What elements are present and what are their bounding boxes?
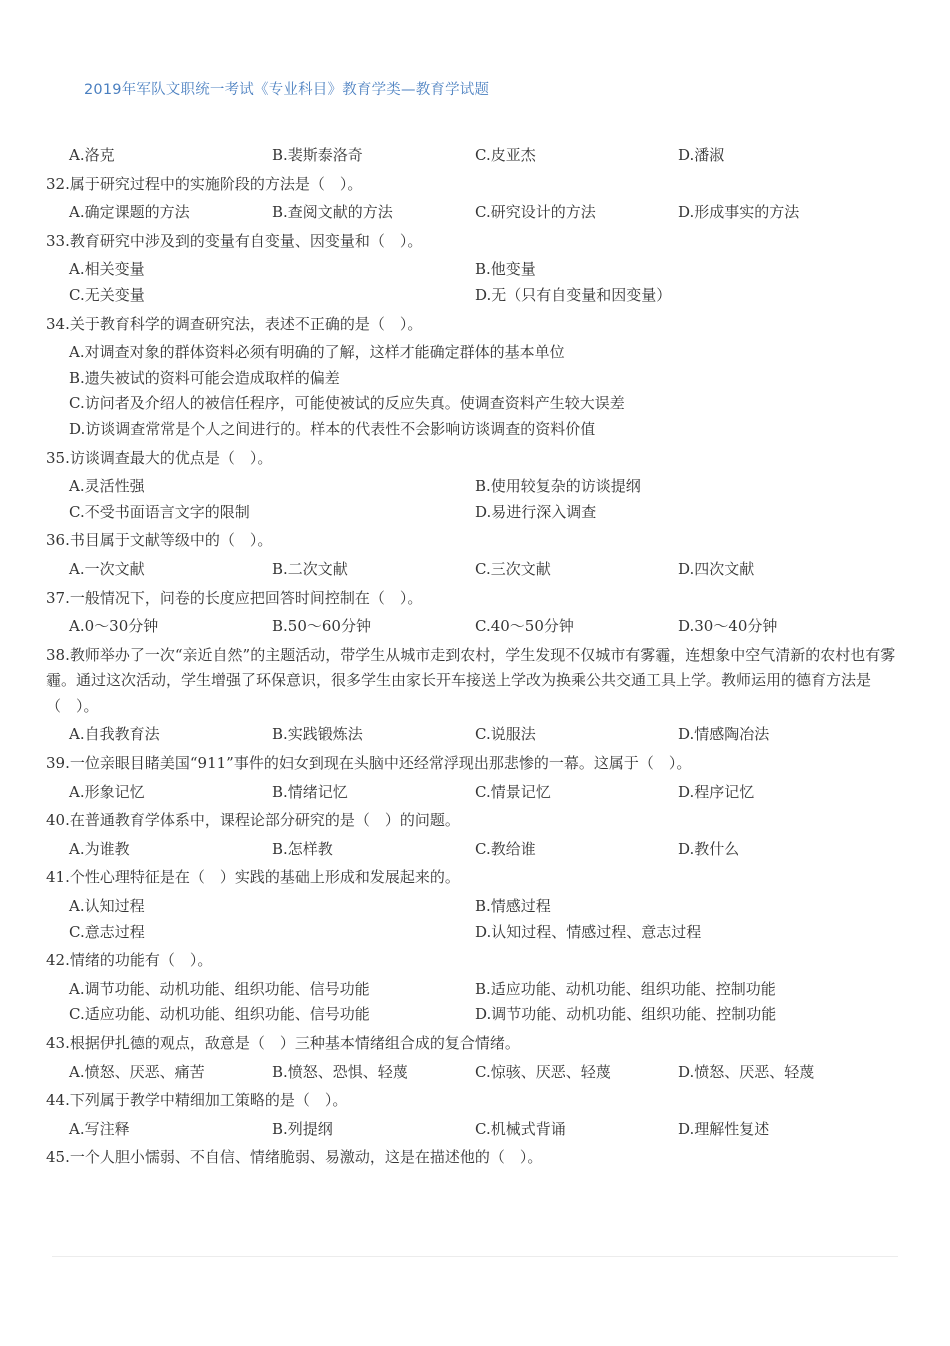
question-stem: 40.在普通教育学体系中，课程论部分研究的是（ ）的问题。 (46, 811, 460, 830)
option-a: A.0～30分钟 (69, 617, 159, 636)
option-b: B.实践锻炼法 (272, 725, 363, 744)
option-c: C.皮亚杰 (475, 146, 536, 164)
question-33 (46, 229, 906, 309)
question-stem: 37.一般情况下，问卷的长度应把回答时间控制在（ ）。 (46, 588, 423, 607)
question-32 (46, 172, 906, 226)
option-d: D.理解性复述 (678, 1119, 770, 1138)
option-c: C.说服法 (475, 725, 536, 744)
option-a: A.写注释 (69, 1119, 130, 1138)
option-c: C.教给谁 (475, 839, 536, 858)
option-c: C.不受书面语言文字的限制 (69, 502, 250, 521)
question-45 (46, 1145, 906, 1171)
question-31-continued (46, 143, 906, 169)
option-b: B.适应功能、动机功能、组织功能、控制功能 (475, 979, 776, 998)
option-d: D.易进行深入调查 (475, 502, 597, 521)
option-a: A.愤怒、厌恶、痛苦 (69, 1062, 205, 1081)
question-stem: 33.教育研究中涉及到的变量有自变量、因变量和（ ）。 (46, 231, 423, 250)
option-d: D.情感陶冶法 (678, 725, 770, 744)
option-c: C.40～50分钟 (475, 617, 574, 636)
option-a: A.自我教育法 (69, 725, 160, 744)
option-b: B.使用较复杂的访谈提纲 (475, 477, 641, 496)
option-a: A.一次文献 (69, 559, 145, 578)
question-41 (46, 865, 906, 945)
question-stem: 36.书目属于文献等级中的（ ）。 (46, 531, 273, 550)
option-a: A.调节功能、动机功能、组织功能、信号功能 (69, 979, 370, 998)
option-b: B.愤怒、恐惧、轻蔑 (272, 1062, 408, 1081)
question-stem: 43.根据伊扎德的观点，敌意是（ ）三种基本情绪组合成的复合情绪。 (46, 1034, 520, 1052)
option-b: B.50～60分钟 (272, 617, 371, 636)
question-39 (46, 751, 906, 805)
question-40 (46, 808, 906, 862)
question-list (46, 143, 906, 1174)
option-c: C.意志过程 (69, 922, 145, 941)
option-b: B.情感过程 (475, 897, 551, 916)
option-d: D.无（只有自变量和因变量） (475, 285, 672, 304)
option-d: D.程序记忆 (678, 782, 755, 801)
option-c: C.机械式背诵 (475, 1119, 566, 1138)
option-d: D.愤怒、厌恶、轻蔑 (678, 1062, 815, 1081)
question-42 (46, 948, 906, 1028)
question-stem: 44.下列属于教学中精细加工策略的是（ ）。 (46, 1091, 348, 1110)
option-b: B.查阅文献的方法 (272, 203, 393, 222)
option-c: C.情景记忆 (475, 782, 551, 801)
question-35 (46, 446, 906, 526)
option-a: A.形象记忆 (69, 782, 145, 801)
option-d: D.形成事实的方法 (678, 203, 800, 222)
option-d: D.潘淑 (678, 146, 725, 164)
document-header: 2019年军队文职统一考试《专业科目》教育学类—教育学试题 (84, 82, 490, 98)
question-stem: 41.个性心理特征是在（ ）实践的基础上形成和发展起来的。 (46, 868, 460, 887)
option-a: A.为谁教 (69, 839, 130, 858)
question-36 (46, 528, 906, 582)
option-d: D.30～40分钟 (678, 617, 778, 636)
question-stem: 34.关于教育科学的调查研究法，表述不正确的是（ ）。 (46, 314, 423, 333)
option-c: C.访问者及介绍人的被信任程序，可能使被试的反应失真。使调查资料产生较大误差 (69, 394, 625, 413)
option-b: B.情绪记忆 (272, 782, 348, 801)
page-divider (52, 1256, 898, 1257)
option-d: D.四次文献 (678, 559, 755, 578)
question-43 (46, 1031, 906, 1085)
option-c: C.研究设计的方法 (475, 203, 596, 222)
option-c: C.无关变量 (69, 285, 145, 304)
option-a: A.确定课题的方法 (69, 203, 190, 222)
question-stem: 35.访谈调查最大的优点是（ ）。 (46, 448, 273, 467)
question-stem: 39.一位亲眼目睹美国“911”事件的妇女到现在头脑中还经常浮现出那悲惨的一幕。这属于（ ）。 (46, 754, 692, 773)
question-44 (46, 1088, 906, 1142)
option-b: B.遗失被试的资料可能会造成取样的偏差 (69, 368, 340, 387)
question-34 (46, 312, 906, 443)
option-b: B.他变量 (475, 260, 536, 279)
option-d: D.教什么 (678, 839, 740, 858)
question-38 (46, 643, 906, 748)
question-stem: 45.一个人胆小懦弱、不自信、情绪脆弱、易激动，这是在描述他的（ ）。 (46, 1148, 543, 1167)
question-stem: 42.情绪的功能有（ ）。 (46, 951, 213, 970)
option-d: D.访谈调查常常是个人之间进行的。样本的代表性不会影响访谈调查的资料价值 (69, 419, 596, 438)
option-d: D.认知过程、情感过程、意志过程 (475, 922, 702, 941)
option-c: C.适应功能、动机功能、组织功能、信号功能 (69, 1005, 370, 1024)
option-a: A.灵活性强 (69, 477, 145, 496)
option-a: A.相关变量 (69, 260, 145, 279)
option-b: B.列提纲 (272, 1119, 333, 1138)
option-d: D.调节功能、动机功能、组织功能、控制功能 (475, 1005, 777, 1024)
option-b: B.怎样教 (272, 839, 333, 858)
option-a: A.洛克 (69, 146, 115, 164)
option-b: B.二次文献 (272, 559, 348, 578)
question-stem: 38.教师举办了一次“亲近自然”的主题活动，带学生从城市走到农村，学生发现不仅城市有雾霾，连想象中空气清新的农村也有雾霾。通过这次活动，学生增强了环保意识，很多学生由家长开车接送上学改为换乘公共交通工具上学。教师运用的德育方法是（ ）。 (46, 645, 896, 715)
option-a: A.认知过程 (69, 897, 145, 916)
option-c: C.三次文献 (475, 559, 551, 578)
option-c: C.惊骇、厌恶、轻蔑 (475, 1062, 611, 1081)
question-37 (46, 586, 906, 640)
option-b: B.裴斯泰洛奇 (272, 146, 363, 164)
option-a: A.对调查对象的群体资料必须有明确的了解，这样才能确定群体的基本单位 (69, 343, 565, 362)
question-stem: 32.属于研究过程中的实施阶段的方法是（ ）。 (46, 174, 363, 193)
